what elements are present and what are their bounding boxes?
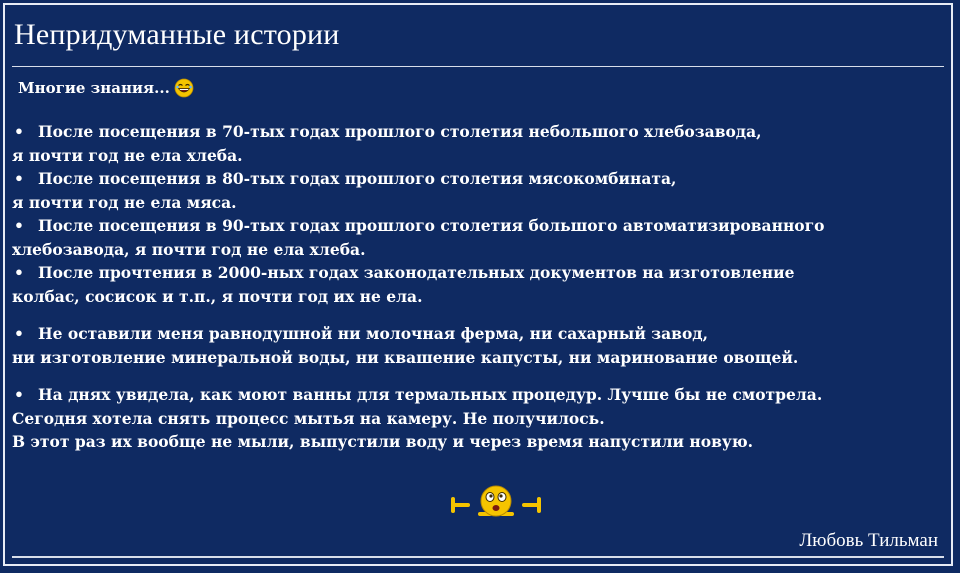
story-line-text: колбас, сосисок и т.п., я почти год их не ела. xyxy=(12,286,423,306)
story-line-text: я почти год не ела хлеба. xyxy=(12,145,243,165)
author-signature: Любовь Тильман xyxy=(799,530,938,551)
story-line xyxy=(12,238,947,262)
story-line xyxy=(12,407,947,431)
story-paragraph xyxy=(12,383,947,454)
story-line xyxy=(12,322,947,346)
story-content xyxy=(12,120,947,454)
story-line-text: После посещения в 90-тых годах прошлого столетия большого автоматизированного xyxy=(38,216,825,235)
bullet-marker: • xyxy=(14,385,24,404)
story-line xyxy=(12,214,947,238)
story-paragraph xyxy=(12,167,947,214)
story-line xyxy=(12,144,947,168)
story-line-text: Сегодня хотела снять процесс мытья на камеру. Не получилось. xyxy=(12,408,605,428)
story-line-text: После посещения в 80-тых годах прошлого столетия мясокомбината, xyxy=(38,169,677,188)
story-line xyxy=(12,383,947,407)
page-title: Непридуманные истории xyxy=(14,18,340,51)
stretching-smiley-icon xyxy=(450,482,542,522)
story-line xyxy=(12,285,947,309)
subtitle-text: Многие знания... xyxy=(18,79,170,97)
story-line-text: Не оставили меня равнодушной ни молочная ферма, ни сахарный завод, xyxy=(38,324,709,343)
story-line-text: На днях увидела, как моют ванны для термальных процедур. Лучше бы не смотрела. xyxy=(38,385,823,404)
story-paragraph xyxy=(12,214,947,261)
story-paragraph xyxy=(12,322,947,369)
story-line-text: После посещения в 70-тых годах прошлого столетия небольшого хлебозавода, xyxy=(38,122,762,141)
bullet-marker: • xyxy=(14,169,24,188)
story-line xyxy=(12,167,947,191)
story-line xyxy=(12,120,947,144)
bullet-marker: • xyxy=(14,122,24,141)
laughing-smiley-icon xyxy=(174,78,194,98)
bullet-marker: • xyxy=(14,263,24,282)
story-line-text: я почти год не ела мяса. xyxy=(12,192,237,212)
story-line-text: После прочтения в 2000-ных годах законодательных документов на изготовление xyxy=(38,263,795,282)
story-line-text: ни изготовление минеральной воды, ни квашение капусты, ни маринование овощей. xyxy=(12,347,799,367)
title-divider xyxy=(12,66,944,67)
story-line xyxy=(12,261,947,285)
story-line xyxy=(12,346,947,370)
bullet-marker: • xyxy=(14,216,24,235)
story-line-text: В этот раз их вообще не мыли, выпустили воду и через время напустили новую. xyxy=(12,432,754,451)
story-paragraph xyxy=(12,120,947,167)
subtitle xyxy=(18,78,194,98)
footer-divider xyxy=(12,556,944,558)
bullet-marker: • xyxy=(14,324,24,343)
story-line xyxy=(12,430,947,454)
story-line-text: хлебозавода, я почти год не ела хлеба. xyxy=(12,239,366,259)
story-line xyxy=(12,191,947,215)
story-paragraph xyxy=(12,261,947,308)
